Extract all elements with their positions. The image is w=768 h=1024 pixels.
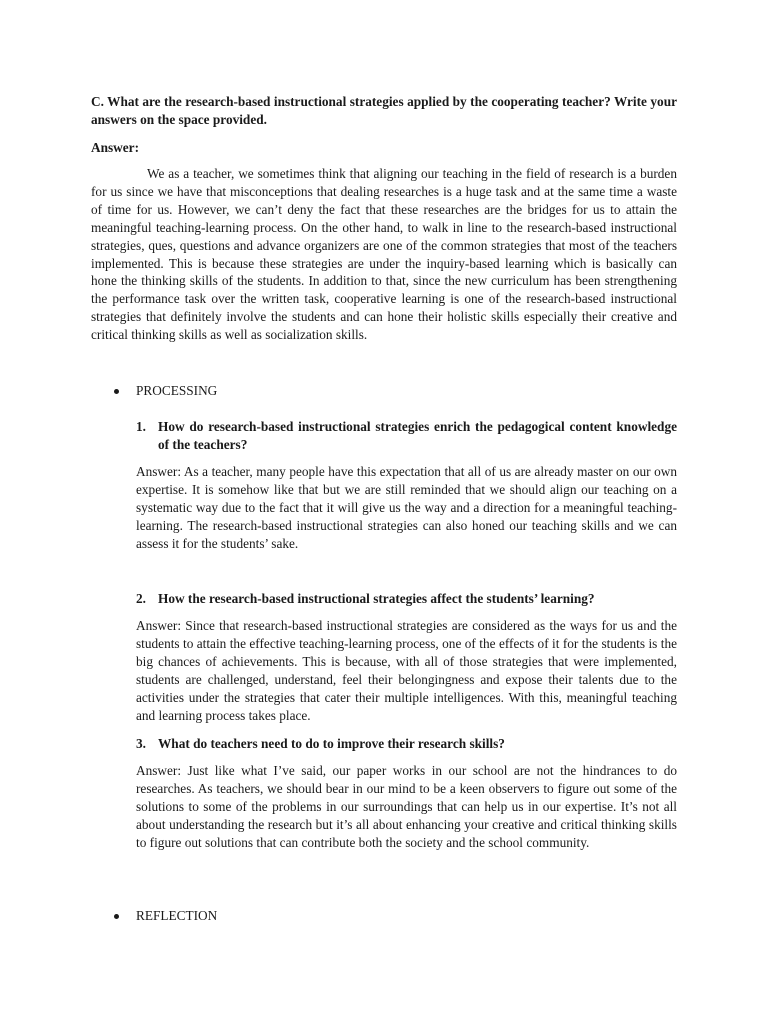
item-2-number: 2. xyxy=(136,591,146,606)
item-3-question: What do teachers need to do to improve their research skills? xyxy=(158,736,505,751)
reflection-heading: REFLECTION xyxy=(136,908,218,923)
item-3-answer: Answer: Just like what I’ve said, our paper works in our school are not the hindrances to do researches. As teachers, we should bear in our mind to be a keen observers to figure out some of the solutions to some of the problems in our surroundings that can help us in our expertise. It’s not all about understanding the research but it’s all about enhancing your creative and critical thinking skills to figure out solutions that can contribute both the society and the school community. xyxy=(136,763,677,850)
bullet-icon xyxy=(114,914,119,919)
answer-label: Answer: xyxy=(91,140,140,155)
item-1-answer: Answer: As a teacher, many people have this expectation that all of us are already master on our own expertise. It is somehow like that but we are still reminded that we should align our teaching on a systematic way due to the fact that it will give us the way and a direction for a meaningful teaching-learning. The research-based instructional strategies can also honed our teaching skills and we can assess it for the students’ sake. xyxy=(136,464,677,551)
section-c-question: C. What are the research-based instructional strategies applied by the cooperating teacher? Write your answers on the space provided. xyxy=(91,94,677,127)
item-2-question: How the research-based instructional strategies affect the students’ learning? xyxy=(158,591,595,606)
item-2-answer: Answer: Since that research-based instructional strategies are considered as the ways for us and the students to attain the effective teaching-learning process, one of the effects of it for the students is the big chances of achievements. This is because, with all of those strategies that were implemented, students are challenged, understand, feel their belongingness and expose their talents due to the activities under the strategies that cater their multiple intelligences. With this, meaningful teaching and learning process takes place. xyxy=(136,618,677,723)
item-1-number: 1. xyxy=(136,419,146,434)
section-c-answer: We as a teacher, we sometimes think that aligning our teaching in the field of research is a burden for us since we have that misconceptions that dealing researches is a huge task and at the same time a waste of time for us. However, we can’t deny the fact that these researches are the bridges for us to attain the meaningful teaching-learning process. On the other hand, to walk in line to the research-based instructional strategies, ques, questions and advance organizers are one of the common strategies that most of the teachers implemented. This is because these strategies are under the inquiry-based learning which is basically can hone the thinking skills of the students. In addition to that, since the new curriculum has been strengthening the performance task over the written task, cooperative learning is one of the research-based instructional strategies that definitely involve the students and can hone their holistic skills especially their creative and critical thinking skills as well as socialization skills. xyxy=(91,166,677,343)
bullet-icon xyxy=(114,389,119,394)
item-1-question: How do research-based instructional strategies enrich the pedagogical content knowledge of the teachers? xyxy=(158,419,677,452)
item-3-number: 3. xyxy=(136,736,146,751)
processing-heading: PROCESSING xyxy=(136,383,218,398)
